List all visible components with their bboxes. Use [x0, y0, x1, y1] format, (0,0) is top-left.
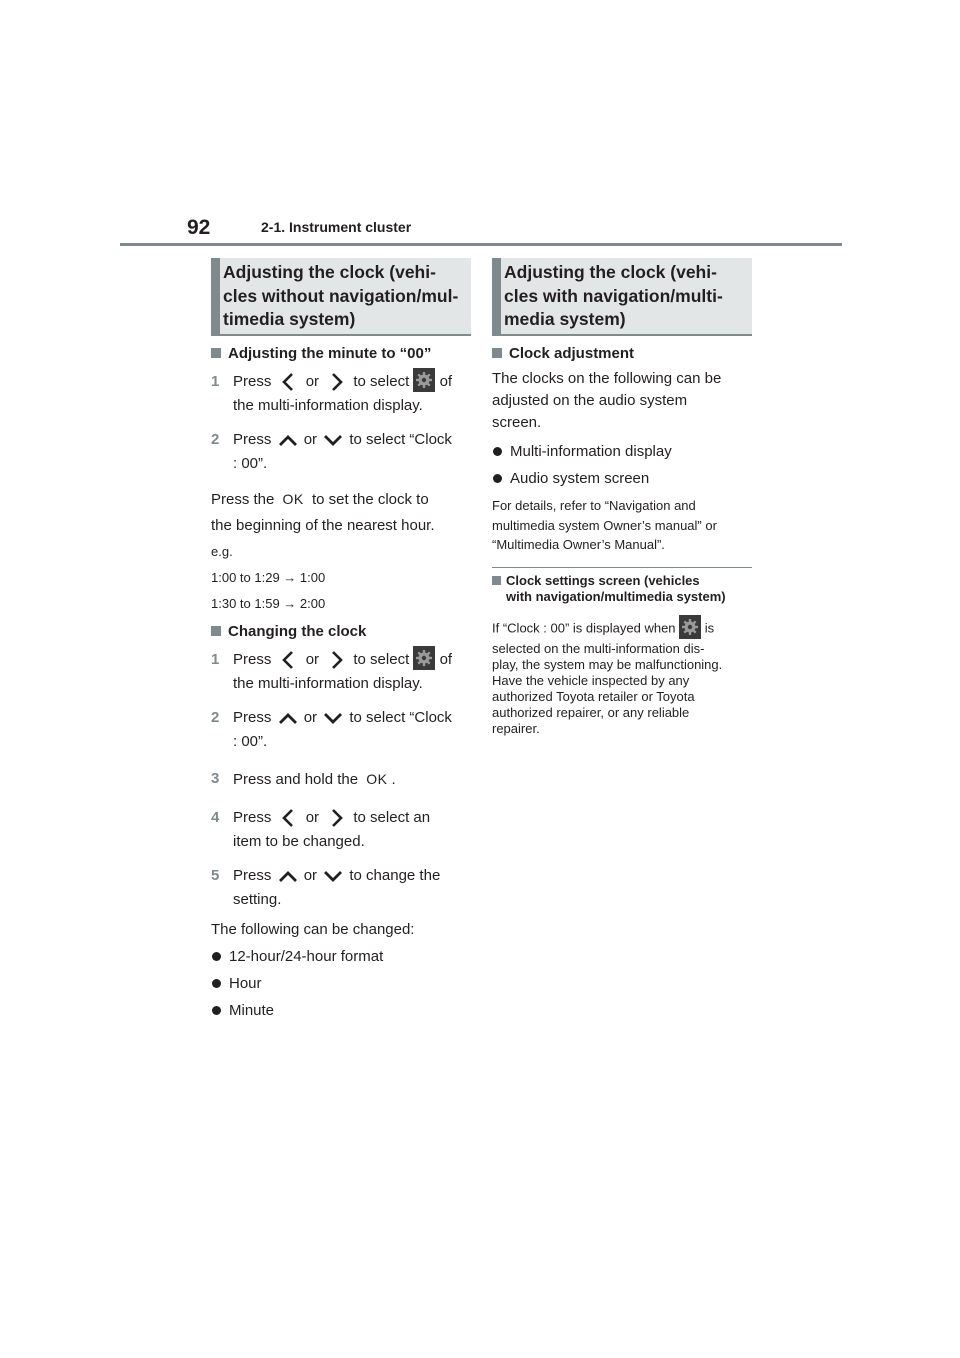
step-number: 3 — [211, 770, 220, 788]
step-4 — [211, 806, 471, 854]
square-bullet-icon — [492, 348, 502, 358]
step-text: Press and hold the — [233, 771, 359, 789]
ok-button-glyph: OK — [282, 491, 304, 508]
step-number: 2 — [211, 709, 220, 727]
bullet-dot-icon — [211, 970, 229, 997]
step-text: setting. — [233, 891, 282, 909]
step-number: 1 — [211, 651, 220, 669]
step-text: to select “Clock — [349, 431, 452, 449]
paragraph-line: The clocks on the following can be — [492, 370, 722, 387]
step-number: 4 — [211, 809, 220, 827]
step-text: the multi-information display. — [233, 675, 423, 693]
chevron-left-icon — [276, 649, 302, 671]
step-text: to select an — [353, 809, 431, 827]
gear-icon — [679, 615, 701, 639]
step-text: or — [303, 709, 318, 727]
chevron-left-icon — [276, 371, 302, 393]
example-label: e.g. — [211, 544, 233, 560]
chevron-right-icon — [323, 807, 349, 829]
list-item-text: Audio system screen — [510, 470, 650, 487]
step-text: or — [305, 809, 320, 827]
note-line: authorized repairer, or any reliable — [492, 704, 690, 720]
step-number: 5 — [211, 867, 220, 885]
note-line: selected on the multi-information dis- — [492, 640, 705, 656]
gear-icon — [413, 368, 435, 392]
chevron-down-icon — [321, 866, 345, 886]
reference-line: multimedia system Owner’s manual” or — [492, 517, 717, 533]
section-title-line: cles without navigation/mul- — [223, 285, 459, 306]
chevron-up-icon — [276, 866, 300, 886]
note-line: authorized Toyota retailer or Toyota — [492, 688, 695, 704]
list-intro: The following can be changed: — [211, 921, 415, 939]
step-text: to select — [353, 373, 410, 390]
section-title-line: Adjusting the clock (vehi- — [504, 262, 717, 282]
step-text: item to be changed. — [233, 833, 365, 851]
note-text: If “Clock : 00” is displayed when — [492, 619, 676, 635]
step-text: : 00”. — [233, 733, 268, 751]
chevron-left-icon — [276, 807, 302, 829]
section-title-line: Adjusting the clock (vehi- — [223, 262, 436, 282]
step-5 — [211, 864, 471, 912]
note-heading-text: Clock settings screen (vehicles — [506, 572, 700, 588]
bullet-dot-icon — [211, 943, 229, 970]
step-text: or — [303, 431, 318, 449]
bullet-dot-icon — [492, 438, 510, 465]
divider — [492, 567, 752, 568]
list-item-text: Hour — [229, 975, 262, 993]
list-item — [211, 970, 471, 997]
list-item-text: 12-hour/24-hour format — [229, 948, 384, 966]
list-item — [492, 465, 752, 492]
reference-line: “Multimedia Owner’s Manual”. — [492, 537, 665, 552]
paragraph-line: screen. — [492, 414, 542, 431]
note-heading-text: with navigation/multimedia system) — [506, 588, 726, 604]
subheading-clock-adjustment — [492, 343, 752, 363]
step-number: 1 — [211, 373, 220, 390]
list-item — [211, 997, 471, 1024]
section-title-line: cles with navigation/multi- — [504, 285, 723, 306]
subheading-changing — [211, 621, 471, 641]
chevron-up-icon — [276, 430, 300, 450]
paragraph-line: adjusted on the audio system — [492, 392, 688, 409]
left-column — [211, 258, 471, 1024]
bullet-dot-icon — [492, 465, 510, 492]
square-bullet-icon — [211, 348, 221, 358]
subheading-text: Adjusting the minute to “00” — [228, 344, 432, 362]
step-3 — [211, 767, 471, 792]
chevron-right-icon — [323, 371, 349, 393]
list-item-text: Minute — [229, 1002, 275, 1020]
reference-line: For details, refer to “Navigation and — [492, 498, 696, 513]
chevron-right-icon — [323, 649, 349, 671]
step-text: Press — [233, 431, 272, 449]
section-header-right — [492, 258, 752, 336]
note-text: is — [704, 619, 715, 635]
reference-text — [492, 496, 752, 555]
ok-button-glyph: OK — [366, 771, 388, 788]
subheading-text: Clock adjustment — [509, 344, 635, 362]
step-1 — [211, 648, 471, 696]
subheading-minute — [211, 343, 471, 363]
page-number: 92 — [187, 216, 211, 239]
step-text: to select — [353, 651, 410, 669]
section-header-left — [211, 258, 471, 336]
section-title-line: media system) — [504, 309, 626, 329]
list-item — [211, 943, 471, 970]
step-text: of — [439, 373, 453, 390]
step-text: or — [303, 867, 318, 885]
note-line: Have the vehicle inspected by any — [492, 672, 690, 688]
step-text: : 00”. — [233, 455, 268, 473]
step-text: . — [391, 771, 396, 789]
list-item-text: Multi-information display — [510, 443, 672, 460]
note-line: play, the system may be malfunctioning. — [492, 656, 723, 672]
step-text: of — [439, 651, 453, 669]
gear-icon — [413, 646, 435, 670]
step-text: the multi-information display. — [233, 397, 423, 415]
step-text: or — [305, 373, 320, 390]
chevron-up-icon — [276, 708, 300, 728]
step-text: Press — [233, 709, 272, 727]
square-bullet-icon — [211, 626, 221, 636]
square-bullet-icon — [492, 576, 501, 585]
subheading-text: Changing the clock — [228, 622, 367, 640]
step-text: Press — [233, 809, 272, 827]
paragraph-text: Press the — [211, 491, 275, 509]
chapter-label: 2-1. Instrument cluster — [261, 219, 412, 235]
intro-paragraph — [492, 368, 752, 434]
step-text: Press — [233, 651, 272, 669]
paragraph-text: to set the clock to — [311, 491, 429, 509]
header-rule — [120, 243, 842, 246]
right-column — [492, 258, 752, 737]
step-2 — [211, 706, 471, 754]
chevron-down-icon — [321, 430, 345, 450]
note-body — [492, 617, 752, 737]
example-line: 1:00 to 1:29 → 1:00 — [211, 570, 326, 586]
note-heading — [492, 573, 752, 605]
step-2 — [211, 428, 471, 476]
step-number: 2 — [211, 431, 220, 449]
example-line: 1:30 to 1:59 → 2:00 — [211, 596, 326, 612]
step-text: to select “Clock — [349, 709, 452, 727]
ok-paragraph — [211, 486, 471, 539]
step-text: Press — [233, 373, 272, 390]
step-text: Press — [233, 867, 272, 885]
section-title-line: timedia system) — [223, 309, 356, 329]
note-line: repairer. — [492, 720, 540, 736]
step-text: to change the — [349, 867, 441, 885]
chevron-down-icon — [321, 708, 345, 728]
list-item — [492, 438, 752, 465]
step-text: or — [305, 651, 320, 669]
bullet-dot-icon — [211, 997, 229, 1024]
paragraph-text: the beginning of the nearest hour. — [211, 517, 435, 535]
step-1 — [211, 370, 471, 418]
